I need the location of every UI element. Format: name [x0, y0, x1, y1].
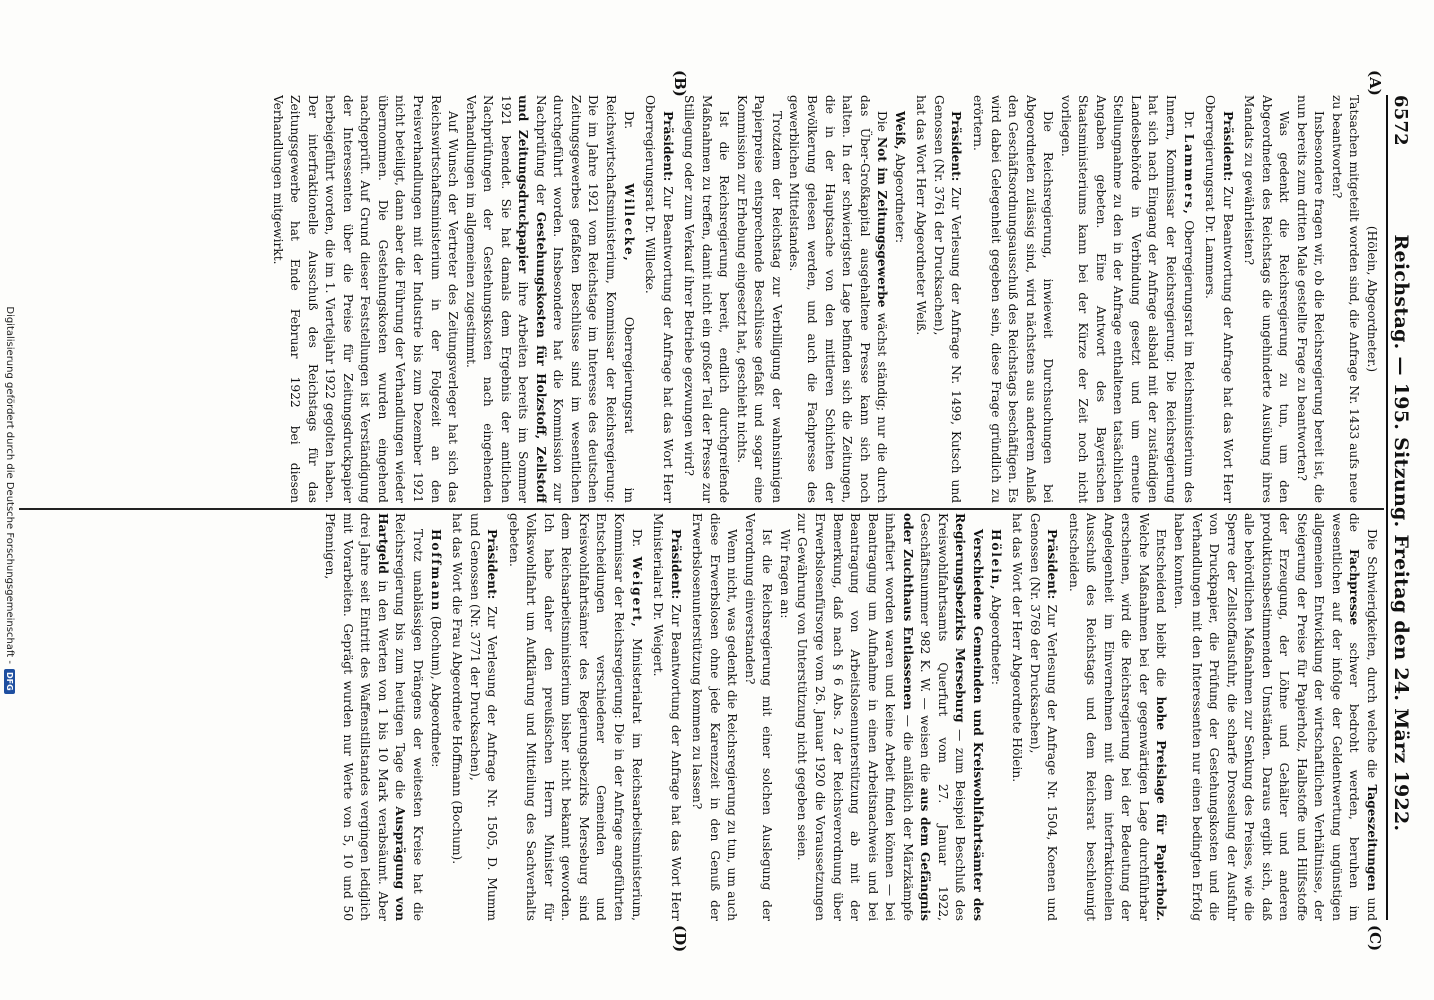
page-header: [1386, 95, 1424, 920]
page-number: 6572: [1390, 95, 1411, 146]
president-statement: Präsident: Zur Verlesung der Anfrage Nr. 1499, Kutsch und Genossen (Nr. 3761 der Drucksachen),: [931, 95, 964, 503]
speaker-name: Hoffmann: [428, 529, 443, 613]
paragraph: Entscheidend bleibt die hohe Preislage für Papierholz. Welche Maßnahmen bei der gegenwärtigen Lage durchführbar erscheinen, wird die Reichsregierung bei der Bedeutung der Angelegenheit im Einvernehmen mit dem interfraktionellen Ausschuß des Reichstags und dem Reichsrat beschleunigt entscheiden.: [1066, 513, 1169, 921]
speaker-name: Präsident:: [1045, 529, 1060, 600]
paragraph: hat das Wort Herr Abgeordneter Weiß.: [914, 95, 929, 336]
paragraph: hat das Wort die Frau Abgeordnete Hoffmann (Bochum).: [450, 513, 465, 865]
speaker-name: Lammers,: [1181, 133, 1196, 216]
president-statement: Präsident: Zur Beantwortung der Anfrage hat das Wort Herr Oberregierungsrat Dr. Willecke.: [643, 95, 675, 503]
emphasis: aus dem Gefängnis oder Zuchthaus Entlassenen: [900, 513, 933, 921]
paragraph: Auf Wunsch der Vertreter des Zeitungsverleger hat sich das Reichswirtschaftsministerium in der Folgezeit an den Preisverhandlungen mit der Industrie bis zum Dezember 1921 nicht beteiligt, dann aber die Führung der Verhandlungen wieder übernommen. Die Gestehungskosten wurden eingehend nachgeprüft. Auf Grund dieser Feststellungen ist Verständigung der Interessenten über die Preise für Zeitungsdruckpapier herbeigeführt worden, die im 1. Vierteljahr 1922 gegolten haben. Der interfraktionelle Ausschuß des Reichstags für das Zeitungsgewerbe hat Ende Februar 1922 bei diesen Verhandlungen mitgewirkt.: [270, 95, 461, 503]
margin-marker-a: (A): [1366, 70, 1384, 96]
paragraph: Was gedenkt die Reichsregierung zu tun, um den Abgeordneten des Reichstags die ungehinderte Ausübung ihres Mandats zu gewährleisten?: [1242, 95, 1292, 503]
emphasis: Fachpresse: [1347, 548, 1362, 626]
paragraph: Trotzdem der Reichstag zur Verbilligung der wahnsinnigen Papierpreise entsprechende Beschlüsse gefaßt und sogar eine Kommission zur Erhebung eingesetzt hat, geschieht nichts.: [734, 95, 784, 503]
column-divider: [19, 508, 1384, 510]
emphasis: Gestehungskosten für Holzstoff, Zellstoff und Zeitungsdruckpapier: [516, 95, 548, 503]
margin-marker-b: (B): [671, 70, 689, 97]
emphasis: hohe Preislage für Papierholz.: [1154, 696, 1169, 921]
speaker-name: Präsident:: [949, 111, 964, 182]
speaker-statement: Dr. Weigert, Ministerialrat im Reichsarbeitsministerium, Kommissar der Reichsregierung: Die in der Anfrage angeführten Entscheidungen verschiedener Gemeinden und Kreiswohlfahrtsämter des Regierungsbezirks Merseburg sind dem Reichsarbeitsministerium bisher nicht bekannt geworden. Ich habe daher den preußischen Herrn Minister für Volkswohlfahrt um Aufklärung und Mitteilung des Sachverhalts gebeten.: [506, 513, 644, 921]
running-title: Reichstag. — 195. Sitzung. Freitag den 24. März 1922.: [1390, 234, 1412, 832]
speaker-statement: Dr. Willecke, Oberregierungsrat im Reichswirtschaftsministerium, Kommissar der Reichsregierung: Die im Jahre 1921 vom Reichstage im Interesse des deutschen Zeitungsgewerbes gefaßten Beschlüsse sind im wesentlichen durchgeführt worden. Insbesondere hat die Kommission zur Nachprüfung der Gestehungskosten für Holzstoff, Zellstoff und Zeitungsdruckpapier ihre Arbeiten bereits im Sommer 1921 beendet. Sie hat damals dem Ergebnis der amtlichen Nachprüfungen der Gestehungskosten nach eingehenden Verhandlungen im allgemeinen zugestimmt.: [463, 95, 636, 503]
speaker-name: Weiß,: [892, 111, 907, 150]
credit-text: Digitalisierung gefördert durch die Deutsche Forschungsgemeinschaft -: [4, 306, 16, 664]
speaker-name: Präsident:: [660, 111, 675, 182]
speaker-name: Präsident:: [1220, 111, 1235, 182]
left-column: [20, 95, 1380, 503]
paragraph: Ist die Reichsregierung bereit, endlich durchgreifende Maßnahmen zu treffen, damit nicht ein großer Teil der Presse zur Stillegung oder zum Verkauf ihrer Betriebe gezwungen wird?: [682, 95, 732, 503]
speaker-continued: (Hölein, Abgeordneter.): [1365, 225, 1379, 373]
right-column: [20, 513, 1380, 921]
speaker-statement: Dr. Lammers, Oberregierungsrat im Reichsministerium des Innern, Kommissar der Reichsregierung: Die Reichsregierung hat sich nach Eingang der Anfrage alsbald mit der zuständigen Landesbehörde in Verbindung gesetzt und um erneute Stellungnahme zu den in der Anfrage enthaltenen tatsächlichen Angaben gebeten. Eine Antwort des Bayerischen Staatsministeriums kann bei der Kürze der Zeit noch nicht vorliegen.: [1058, 95, 1196, 503]
paragraph: hat das Wort der Herr Abgeordnete Hölein.: [1010, 513, 1025, 783]
margin-marker-d: (D): [671, 925, 689, 953]
paragraph: Die Not im Zeitungsgewerbe wächst ständig; nur die durch das Über-Großkapital ausgehaltene Presse kann sich noch halten. In der schwierigsten Lage befinden sich die Zeitungen, die in der Hauptsache von den mittleren Schichten der Bevölkerung gelesen werden, und auch die Fachpresse des gewerblichen Mittelstandes.: [787, 95, 890, 503]
speaker-heading: Hölein, Abgeordneter:: [988, 529, 1003, 685]
margin-marker-c: (C): [1366, 925, 1384, 952]
speaker-name: Weigert,: [629, 556, 644, 629]
paragraph: Ist die Reichsregierung mit einer solchen Auslegung der Verordnung einverstanden?: [742, 513, 775, 921]
speaker-name: Präsident:: [485, 529, 500, 600]
emphasis: Not im Zeitungsgewerbe: [875, 136, 890, 308]
president-statement: Präsident: Zur Verlesung der Anfrage Nr. 1504, Koenen und Genossen (Nr. 3769 der Drucksachen),: [1027, 513, 1060, 921]
speaker-name: Präsident:: [668, 529, 683, 600]
paragraph: Trotz unablässigen Drängens der weitesten Kreise hat die Reichsregierung bis zum heutigen Tage die Ausprägung von Hartgeld in den Werten von 1 bis 10 Mark verabsäumt. Aber drei Jahre seit Eintritt des Waffenstillstandes vergingen lediglich mit Vorarbeiten. Geprägt wurden nur Werte von 5, 10 und 50 Pfennigen,: [323, 513, 426, 921]
president-statement: Präsident: Zur Beantwortung der Anfrage hat das Wort Herr Ministerialrat Dr. Weigert.: [651, 513, 683, 921]
paragraph: Die Schwierigkeiten, durch welche die Tageszeitungen und die Fachpresse schwer bedroht werden, beruhen im wesentlichen auf der infolge der Geldentwertung ungünstigen allgemeinen Entwicklung der wirtschaftlichen Verhältnisse, der Steigerung der Preise für Papierholz, Halbstoffe und Hilfsstoffe der Erzeugung, der Löhne und Gehälter und anderen produktionsbestimmenden Umständen. Daraus ergibt sich, daß alle behördlichen Maßnahmen zur Senkung des Preises, wie die Sperre der Zellstoffausfuhr, die scharfe Drosselung der Ausfuhr von Druckpapier, die Prüfung der Gestehungskosten und die Verhandlungen mit den Interessenten nur einen bedingten Erfolg haben konnten.: [1171, 513, 1379, 921]
speaker-name: Willecke,: [621, 183, 636, 263]
emphasis: Ausprägung von Hartgeld: [375, 513, 408, 921]
paragraph: Wenn nicht, was gedenkt die Reichsregierung zu tun, um auch diese Erwerbslosen ohne jede Karenzzeit in den Genuß der Erwerbslosenunterstützung kommen zu lassen?: [690, 513, 740, 921]
president-statement: Präsident: Zur Beantwortung der Anfrage hat das Wort Herr Oberregierungsrat Dr. Lammers.: [1203, 95, 1235, 503]
paragraph: Die Reichsregierung, inwieweit Durchsuchungen bei Abgeordneten zulässig sind, wird nächstens aus anderem Anlaß den Geschäftsordnungsausschuß des Reichstags beschäftigen. Es wird dabei Gelegenheit gegeben sein, diese Frage gründlich zu erörtern.: [970, 95, 1056, 503]
emphasis: Verschiedene Gemeinden und Kreiswohlfahrtsämter des Regierungsbezirks Merseburg: [953, 513, 985, 921]
emphasis: Tageszeitungen: [1365, 784, 1379, 892]
paragraph: Tatsachen mitgeteilt worden sind, die Anfrage Nr. 1433 aufs neue zu beantworten?: [1329, 95, 1362, 503]
speaker-name: Hölein,: [988, 529, 1003, 592]
dfg-logo: DFG: [5, 669, 16, 694]
paragraph: Insbesondere fragen wir, ob die Reichsregierung bereit ist, die nun bereits zum dritten Male gestellte Frage zu beantworten?: [1294, 95, 1327, 503]
speaker-heading: Hoffmann (Bochum), Abgeordnete:: [428, 529, 443, 768]
paragraph: Wir fragen an:: [777, 529, 792, 619]
digitization-credit: [0, 0, 20, 1000]
speaker-heading: Weiß, Abgeordneter:: [892, 111, 907, 244]
president-statement: Präsident: Zur Verlesung der Anfrage Nr. 1505, D. Mumm und Genossen (Nr. 3771 der Drucksachen),: [467, 513, 500, 921]
paragraph: Verschiedene Gemeinden und Kreiswohlfahrtsämter des Regierungsbezirks Merseburg — zum Beispiel Beschluß des Kreiswohlfahrtsamts Querfurt vom 27. Januar 1922, Geschäftsnummer 982 K. W. — weisen die aus dem Gefängnis oder Zuchthaus Entlassenen — die anläßlich der Märzkämpfe inhaftiert worden waren und keine Arbeit finden können — bei Beantragung um Aufnahme in einen Arbeitsnachweis und bei Beantragung von Arbeitslosenunterstützung ab mit der Bemerkung, daß nach § 6 Abs. 2 der Reichsverordnung über Erwerbslosenfürsorge vom 26. Januar 1920 die Voraussetzungen zur Gewährung von Unterstützung nicht gegeben seien.: [795, 513, 985, 921]
